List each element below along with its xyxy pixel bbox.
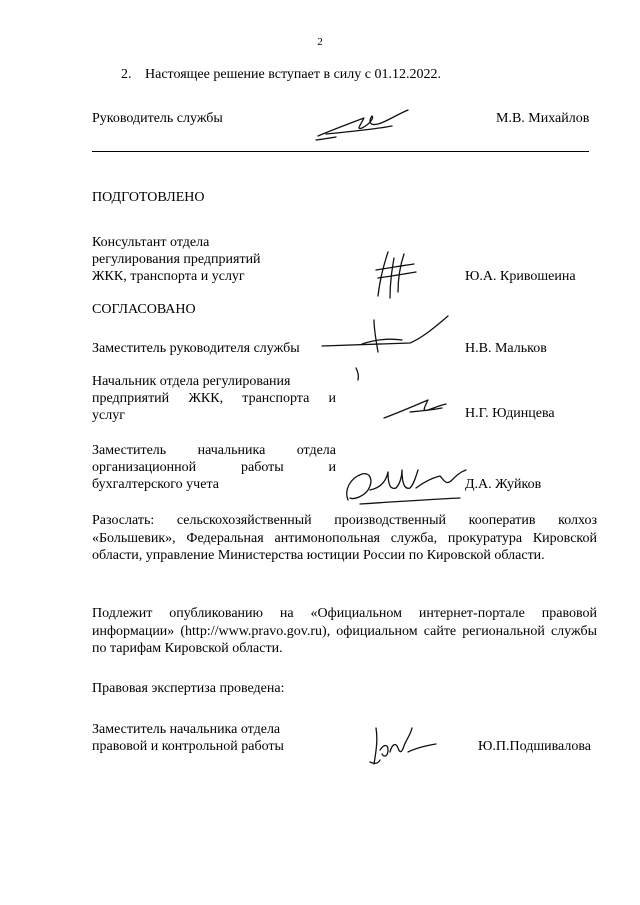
page-number: 2	[317, 36, 323, 48]
agreed-name: Д.А. Жуйков	[465, 477, 542, 492]
prepared-position	[92, 234, 261, 285]
agreed-signature-1	[318, 310, 458, 382]
agreed-position-line: предприятий ЖКК, транспорта и	[92, 391, 336, 406]
agreed-signature-2	[380, 396, 450, 422]
agreed-signature-3	[340, 460, 470, 506]
agreed-position-line: услуг	[92, 408, 125, 423]
item-text: Настоящее решение вступает в силу с 01.12.2022.	[145, 67, 441, 82]
distribution-list	[92, 512, 597, 565]
prepared-signature	[370, 248, 430, 304]
head-name: М.В. Михайлов	[496, 111, 590, 126]
agreed-position-line: организационной работы и	[92, 460, 336, 475]
agreed-position: Заместитель руководителя службы	[92, 341, 300, 356]
agreed-position-line: Заместитель начальника отдела	[92, 443, 336, 458]
head-position: Руководитель службы	[92, 111, 223, 126]
prepared-title: ПОДГОТОВЛЕНО	[92, 190, 205, 205]
publication-note	[92, 605, 597, 658]
agreed-title: СОГЛАСОВАНО	[92, 302, 196, 317]
prepared-position-line: Консультант отдела	[92, 235, 210, 250]
distribution-text: Разослать: сельскохозяйственный производственный кооператив колхоз «Большевик», Федеральная антимонопольная служба, прокуратура Кировской области, управление Министерства юстиции России по Кировской области.	[92, 513, 597, 563]
agreed-name: Н.В. Мальков	[465, 341, 547, 356]
agreed-name: Н.Г. Юдинцева	[465, 406, 555, 421]
legal-position-line: правовой и контрольной работы	[92, 739, 284, 754]
agreed-position	[92, 442, 336, 493]
prepared-position-line: ЖКК, транспорта и услуг	[92, 269, 245, 284]
legal-name: Ю.П.Подшивалова	[478, 739, 591, 754]
legal-signature	[366, 722, 442, 768]
prepared-position-line: регулирования предприятий	[92, 252, 261, 267]
item-number: 2.	[121, 67, 132, 82]
agreed-position	[92, 373, 336, 424]
agreed-position-line: бухгалтерского учета	[92, 477, 219, 492]
legal-note: Правовая экспертиза проведена:	[92, 681, 285, 696]
agreed-position-line: Начальник отдела регулирования	[92, 374, 291, 389]
signature-separator	[92, 151, 589, 152]
publication-text: Подлежит опубликованию на «Официальном интернет-портале правовой информации» (http://www.pravo.gov.ru), официальном сайте региональной службы по тарифам Кировской области.	[92, 606, 597, 656]
prepared-name: Ю.А. Кривошеина	[465, 269, 576, 284]
head-signature	[312, 104, 422, 144]
legal-position-line: Заместитель начальника отдела	[92, 722, 281, 737]
legal-position	[92, 721, 284, 755]
